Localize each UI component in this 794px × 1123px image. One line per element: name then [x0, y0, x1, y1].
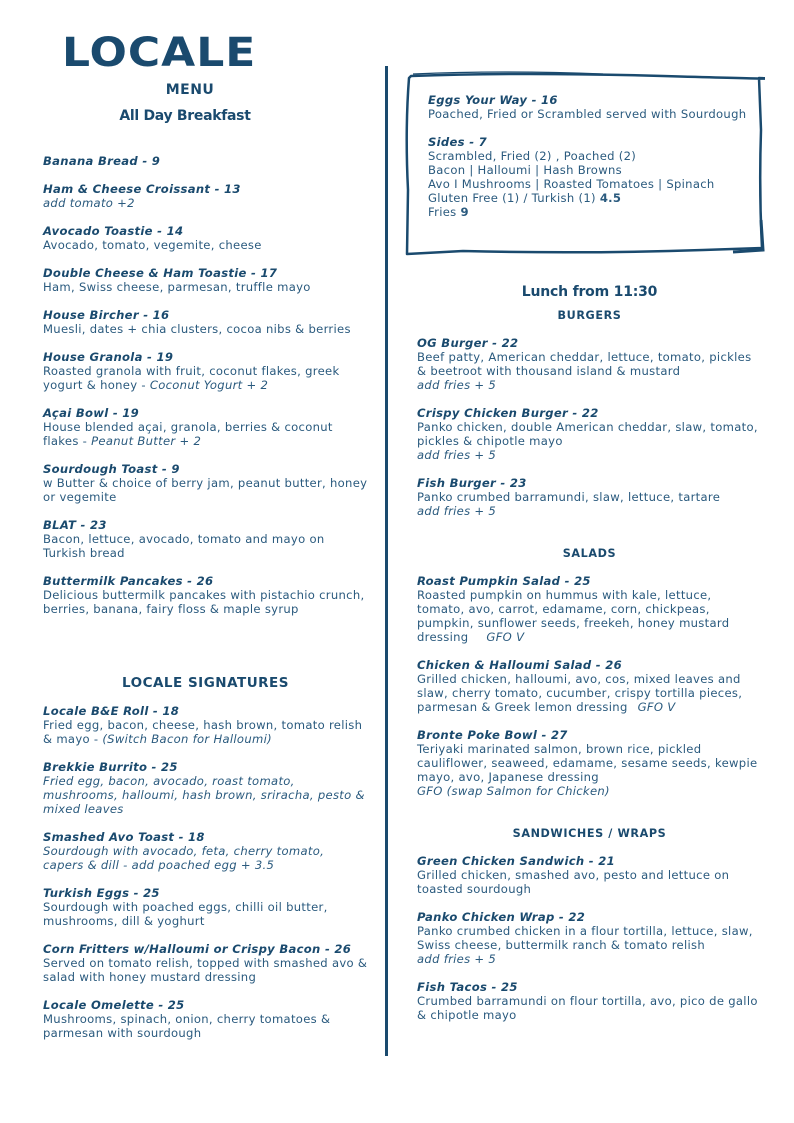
- sides-line: [428, 205, 753, 219]
- item-desc-text: Roasted granola with fruit, coconut flakes, greek yogurt & honey -: [43, 364, 340, 392]
- item-extra: Coconut Yogurt + 2: [149, 378, 269, 392]
- item-title: Green Chicken Sandwich - 21: [417, 854, 615, 868]
- specials-box: [428, 93, 753, 233]
- item-desc: Beef patty, American cheddar, lettuce, tomato, pickles & beetroot with thousand island & mustard: [417, 350, 752, 378]
- menu-item: [417, 574, 762, 644]
- item-title: Açai Bowl - 19: [43, 406, 140, 420]
- item-title: Crispy Chicken Burger - 22: [417, 406, 599, 420]
- item-desc: Sourdough with poached eggs, chilli oil butter, mushrooms, dill & yoghurt: [43, 900, 328, 928]
- item-extra: add fries + 5: [417, 952, 497, 966]
- item-extra: add fries + 5: [417, 504, 497, 518]
- menu-item: [417, 980, 762, 1022]
- item-desc: Teriyaki marinated salmon, brown rice, pickled cauliflower, seaweed, edamame, sesame seeds, kewpie mayo, avo, Japanese dressing: [417, 742, 758, 784]
- sides-line: Avo I Mushrooms | Roasted Tomatoes | Spinach: [428, 177, 715, 191]
- item-desc: Bacon, lettuce, avocado, tomato and mayo on Turkish bread: [43, 532, 325, 560]
- menu-item: [43, 462, 368, 504]
- menu-item: [43, 886, 368, 928]
- menu-item: [417, 336, 762, 392]
- salads-heading: SALADS: [562, 547, 617, 560]
- item-desc: Sourdough with avocado, feta, cherry tomato, capers & dill - add poached egg + 3.5: [43, 844, 325, 872]
- gluten-text: Gluten Free (1) / Turkish (1): [428, 191, 600, 205]
- sandwiches-heading: SANDWICHES / WRAPS: [512, 827, 667, 840]
- item-title: Locale B&E Roll - 18: [43, 704, 180, 718]
- signatures-heading: LOCALE SIGNATURES: [121, 675, 289, 691]
- menu-item: [43, 574, 368, 616]
- fries-price: 9: [460, 205, 469, 219]
- item-title: Bronte Poke Bowl - 27: [417, 728, 568, 742]
- menu-item: [417, 406, 762, 462]
- burgers-list: [417, 336, 762, 532]
- item-title: Turkish Eggs - 25: [43, 886, 160, 900]
- item-desc-text: Grilled chicken, halloumi, avo, cos, mixed leaves and slaw, cherry tomato, cucumber, crispy tortilla pieces, parmesan & Greek lemon dressing: [417, 672, 743, 714]
- item-desc: Panko crumbed chicken in a flour tortilla, lettuce, slaw, Swiss cheese, buttermilk ranch & tomato relish: [417, 924, 753, 952]
- item-extra: add fries + 5: [417, 448, 497, 462]
- item-desc: Ham, Swiss cheese, parmesan, truffle mayo: [43, 280, 311, 294]
- item-title: BLAT - 23: [43, 518, 107, 532]
- item-desc: [417, 672, 762, 714]
- lunch-heading: Lunch from 11:30: [521, 284, 658, 300]
- item-title: Corn Fritters w/Halloumi or Crispy Bacon - 26: [43, 942, 352, 956]
- item-desc: [43, 364, 368, 392]
- menu-item: [43, 406, 368, 448]
- signatures-list: [43, 704, 368, 1054]
- menu-item: [43, 182, 368, 210]
- restaurant-title: LOCALE: [62, 29, 257, 76]
- menu-item: [428, 135, 753, 219]
- item-title: Chicken & Halloumi Salad - 26: [417, 658, 622, 672]
- item-title: OG Burger - 22: [417, 336, 519, 350]
- item-title: Fish Tacos - 25: [417, 980, 518, 994]
- menu-item: [43, 154, 368, 168]
- sides-line: [428, 191, 753, 205]
- menu-item: [43, 760, 368, 816]
- sides-line: Bacon | Halloumi | Hash Browns: [428, 163, 622, 177]
- item-desc: Mushrooms, spinach, onion, cherry tomatoes & parmesan with sourdough: [43, 1012, 331, 1040]
- item-title: Avocado Toastie - 14: [43, 224, 184, 238]
- item-title: Locale Omelette - 25: [43, 998, 185, 1012]
- menu-item: [43, 830, 368, 872]
- menu-item: [417, 728, 762, 798]
- item-extra: add fries + 5: [417, 378, 497, 392]
- item-title: Fish Burger - 23: [417, 476, 527, 490]
- menu-item: [43, 224, 368, 252]
- diet-tag: GFO V: [637, 700, 676, 714]
- salads-list: [417, 574, 762, 812]
- menu-item: [428, 93, 753, 121]
- item-desc: Poached, Fried or Scrambled served with Sourdough: [428, 107, 747, 121]
- sandwiches-list: [417, 854, 762, 1036]
- menu-item: [43, 266, 368, 294]
- item-desc: Avocado, tomato, vegemite, cheese: [43, 238, 262, 252]
- menu-item: [417, 854, 762, 896]
- item-desc-text: Fried egg, bacon, cheese, hash brown, tomato relish & mayo -: [43, 718, 363, 746]
- item-extra: Peanut Butter + 2: [91, 434, 202, 448]
- item-desc: Muesli, dates + chia clusters, cocoa nibs & berries: [43, 322, 351, 336]
- item-title: Smashed Avo Toast - 18: [43, 830, 205, 844]
- burgers-heading: BURGERS: [557, 309, 622, 322]
- gluten-price: 4.5: [599, 191, 622, 205]
- item-desc: Grilled chicken, smashed avo, pesto and lettuce on toasted sourdough: [417, 868, 730, 896]
- item-desc: Fried egg, bacon, avocado, roast tomato, mushrooms, halloumi, hash brown, sriracha, pesto & mixed leaves: [43, 774, 365, 816]
- menu-item: [43, 518, 368, 560]
- item-desc-text: House blended açai, granola, berries & coconut flakes -: [43, 420, 333, 448]
- column-divider: [385, 66, 388, 1056]
- item-desc: Crumbed barramundi on flour tortilla, avo, pico de gallo & chipotle mayo: [417, 994, 758, 1022]
- item-extra: (Switch Bacon for Halloumi): [102, 732, 272, 746]
- item-desc: Served on tomato relish, topped with smashed avo & salad with honey mustard dressing: [43, 956, 368, 984]
- item-title: Buttermilk Pancakes - 26: [43, 574, 214, 588]
- item-title: Sides - 7: [428, 135, 488, 149]
- sides-line: Scrambled, Fried (2) , Poached (2): [428, 149, 637, 163]
- item-desc: Delicious buttermilk pancakes with pistachio crunch, berries, banana, fairy floss & maple syrup: [43, 588, 365, 616]
- item-extra: GFO (swap Salmon for Chicken): [417, 784, 610, 798]
- menu-item: [43, 998, 368, 1040]
- item-desc: w Butter & choice of berry jam, peanut butter, honey or vegemite: [43, 476, 368, 504]
- menu-item: [43, 308, 368, 336]
- item-title: Sourdough Toast - 9: [43, 462, 180, 476]
- item-desc: [417, 588, 762, 644]
- item-desc: [43, 718, 368, 746]
- breakfast-list: [43, 154, 368, 630]
- item-title: Brekkie Burrito - 25: [43, 760, 178, 774]
- item-desc: Panko chicken, double American cheddar, slaw, tomato, pickles & chipotle mayo: [417, 420, 758, 448]
- menu-item: [417, 658, 762, 714]
- item-desc-text: Roasted pumpkin on hummus with kale, lettuce, tomato, avo, carrot, edamame, corn, chickpeas, pumpkin, sunflower seeds, freekeh, honey mustard dressing: [417, 588, 730, 644]
- item-desc: Panko crumbed barramundi, slaw, lettuce, tartare: [417, 490, 721, 504]
- menu-item: [43, 350, 368, 392]
- item-title: Ham & Cheese Croissant - 13: [43, 182, 241, 196]
- item-extra: add tomato +2: [43, 196, 135, 210]
- menu-label: MENU: [165, 82, 215, 98]
- item-title: Eggs Your Way - 16: [428, 93, 558, 107]
- item-desc: [43, 420, 368, 448]
- breakfast-heading: All Day Breakfast: [119, 108, 251, 124]
- item-title: Panko Chicken Wrap - 22: [417, 910, 586, 924]
- menu-item: [43, 704, 368, 746]
- menu-item: [417, 476, 762, 518]
- diet-tag: GFO V: [486, 630, 525, 644]
- menu-item: [43, 942, 368, 984]
- item-title: Roast Pumpkin Salad - 25: [417, 574, 591, 588]
- item-title: Double Cheese & Ham Toastie - 17: [43, 266, 278, 280]
- item-title: Banana Bread - 9: [43, 154, 161, 168]
- fries-text: Fries: [428, 205, 461, 219]
- menu-item: [417, 910, 762, 966]
- item-title: House Bircher - 16: [43, 308, 170, 322]
- item-title: House Granola - 19: [43, 350, 174, 364]
